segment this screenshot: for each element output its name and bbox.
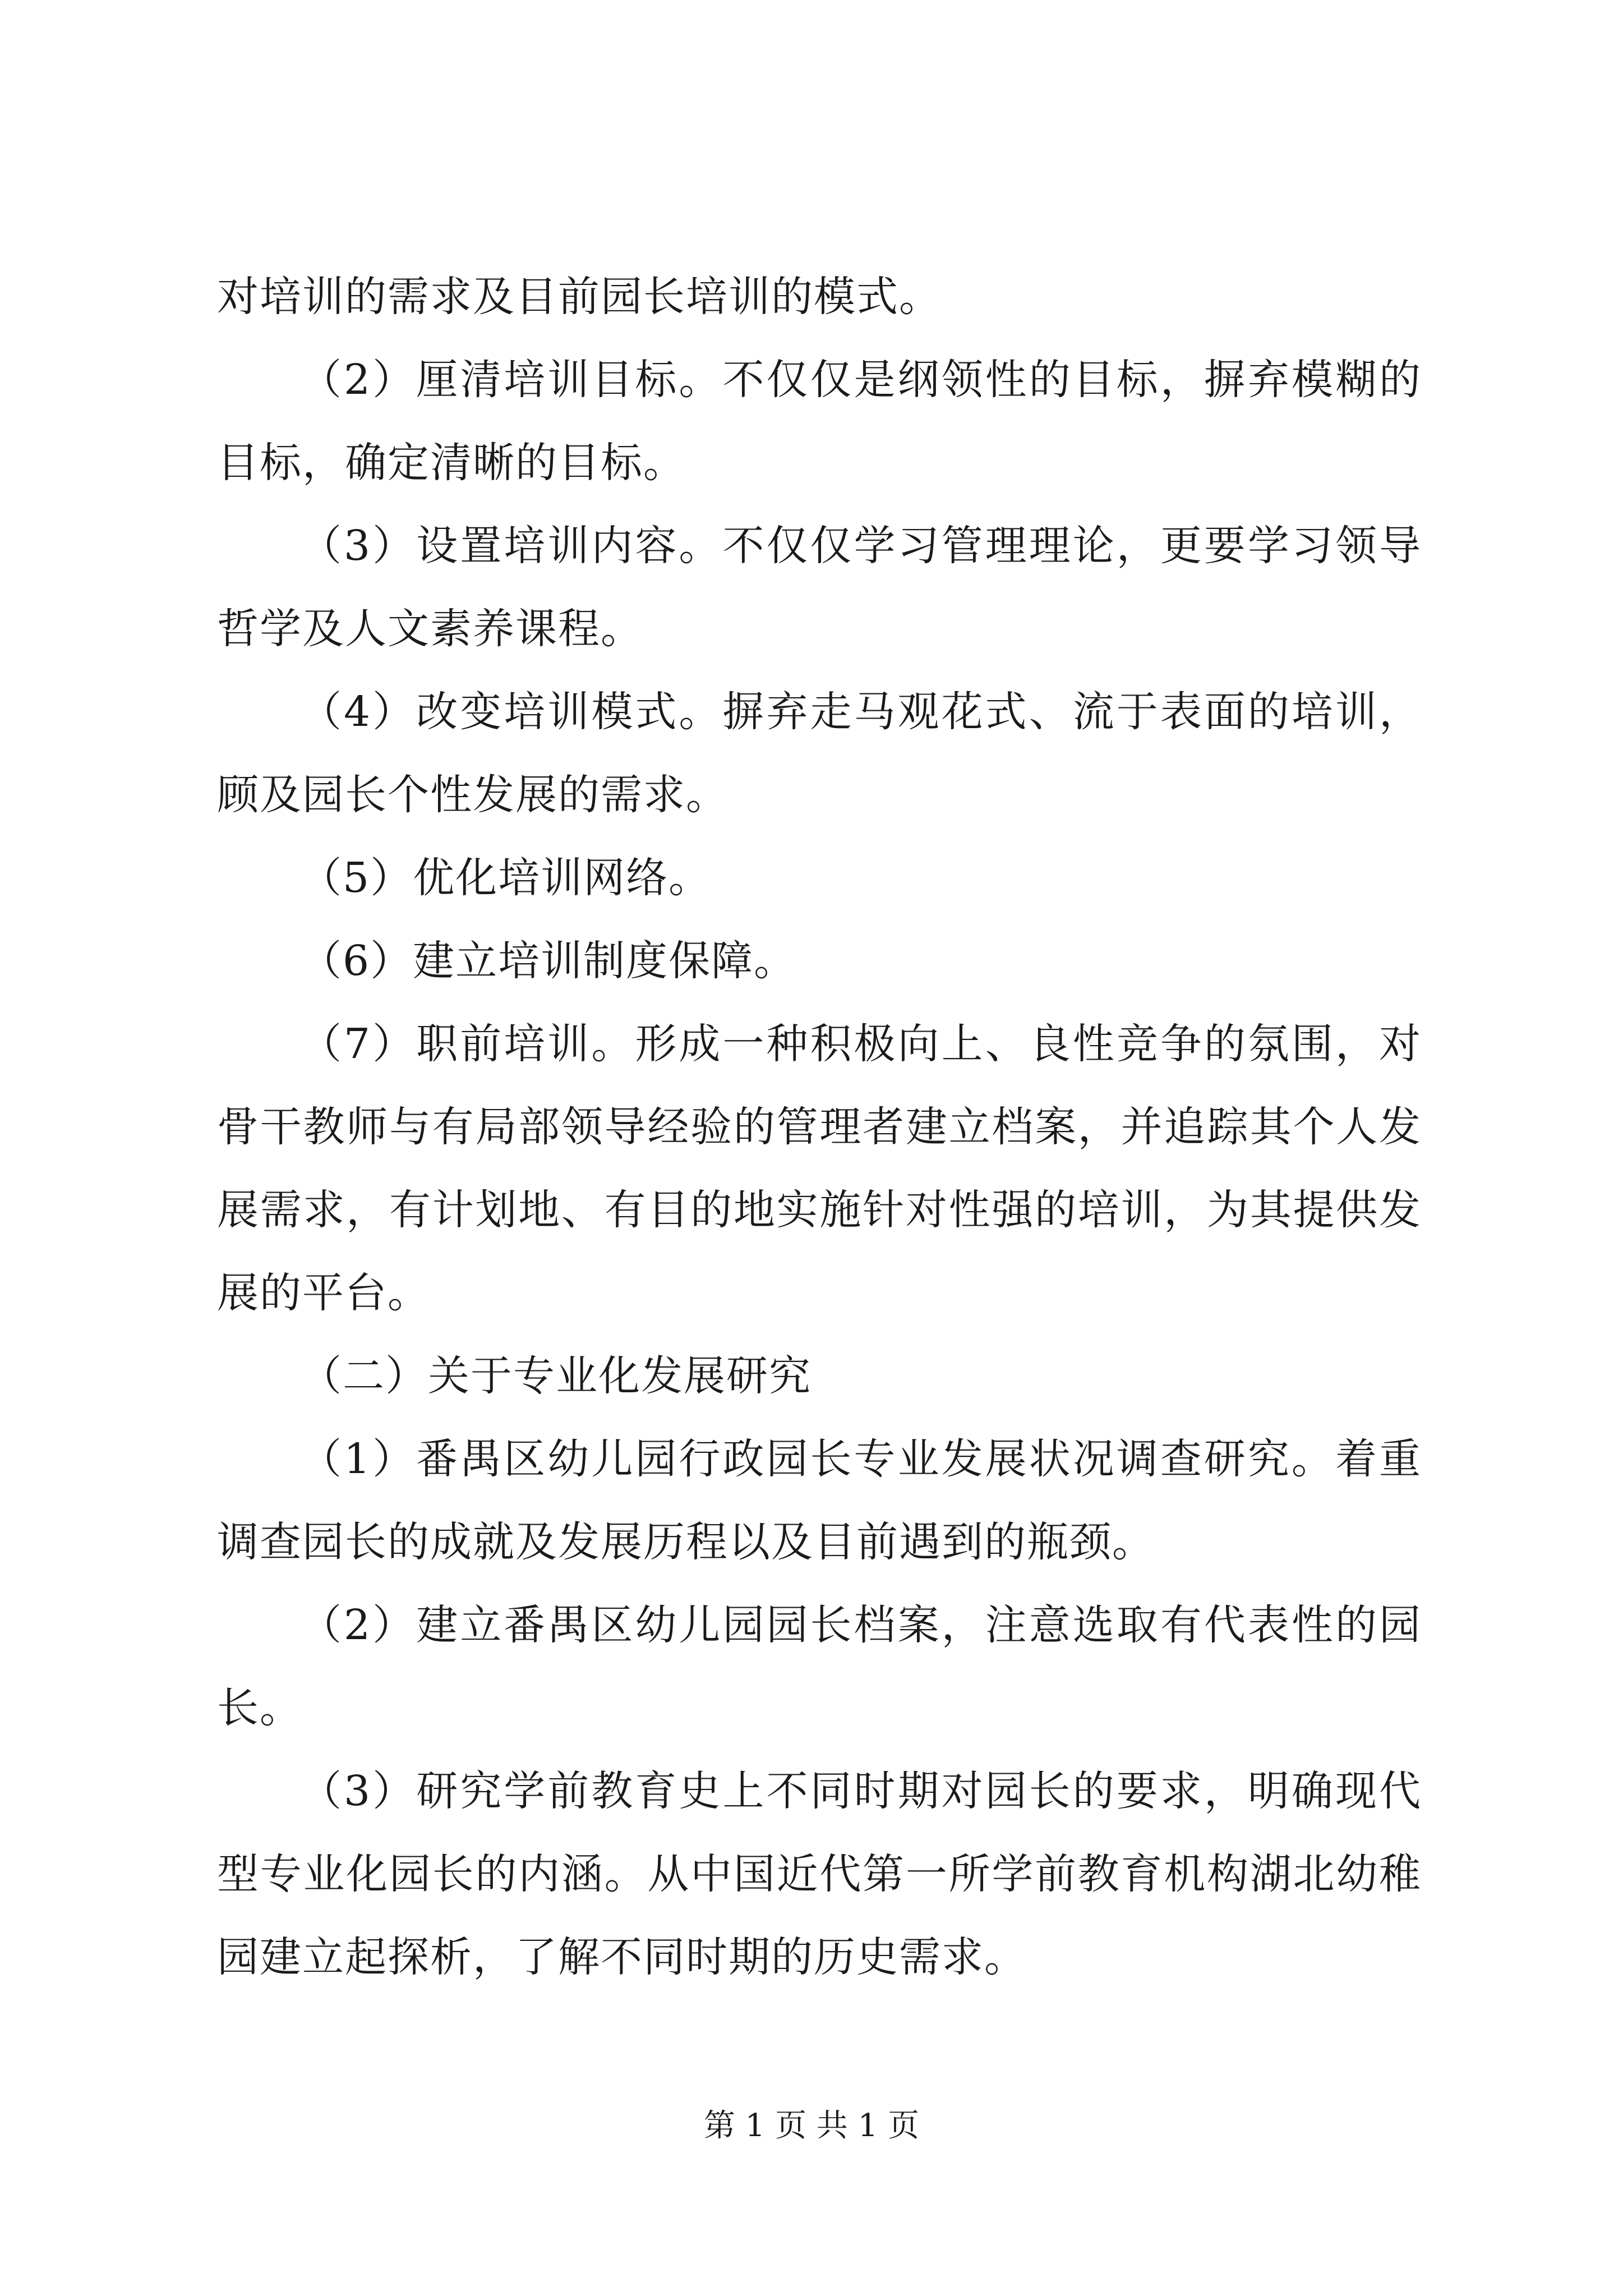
paragraph-11: （3）研究学前教育史上不同时期对园长的要求，明确现代型专业化园长的内涵。从中国近代第一所学前教育机构湖北幼稚园建立起探析，了解不同时期的历史需求。 — [217, 1767, 1422, 1981]
page-footer: 第 1 页 共 1 页 — [703, 2108, 920, 2144]
document-body — [217, 255, 1422, 1999]
paragraph-2: （2）厘清培训目标。不仅仅是纲领性的目标，摒弃模糊的目标，确定清晰的目标。 — [217, 356, 1422, 487]
section-heading: （二）关于专业化发展研究 — [300, 1352, 811, 1400]
paragraph-1: 对培训的需求及目前园长培训的模式。 — [217, 273, 942, 321]
paragraph-6: （6）建立培训制度保障。 — [300, 937, 797, 985]
paragraph-10: （2）建立番禺区幼儿园园长档案，注意选取有代表性的园长。 — [217, 1601, 1422, 1732]
paragraph-5: （5）优化培训网络。 — [300, 854, 712, 902]
paragraph-7: （7）职前培训。形成一种积极向上、良性竞争的氛围，对骨干教师与有局部领导经验的管理者建立档案，并追踪其个人发展需求，有计划地、有目的地实施针对性强的培训，为其提供发展的平台。 — [217, 1020, 1422, 1317]
paragraph-9: （1）番禺区幼儿园行政园长专业发展状况调查研究。着重调查园长的成就及发展历程以及目前遇到的瓶颈。 — [217, 1435, 1422, 1566]
paragraph-3: （3）设置培训内容。不仅仅学习管理理论，更要学习领导哲学及人文素养课程。 — [217, 522, 1422, 653]
paragraph-4: （4）改变培训模式。摒弃走马观花式、流于表面的培训，顾及园长个性发展的需求。 — [217, 688, 1422, 819]
